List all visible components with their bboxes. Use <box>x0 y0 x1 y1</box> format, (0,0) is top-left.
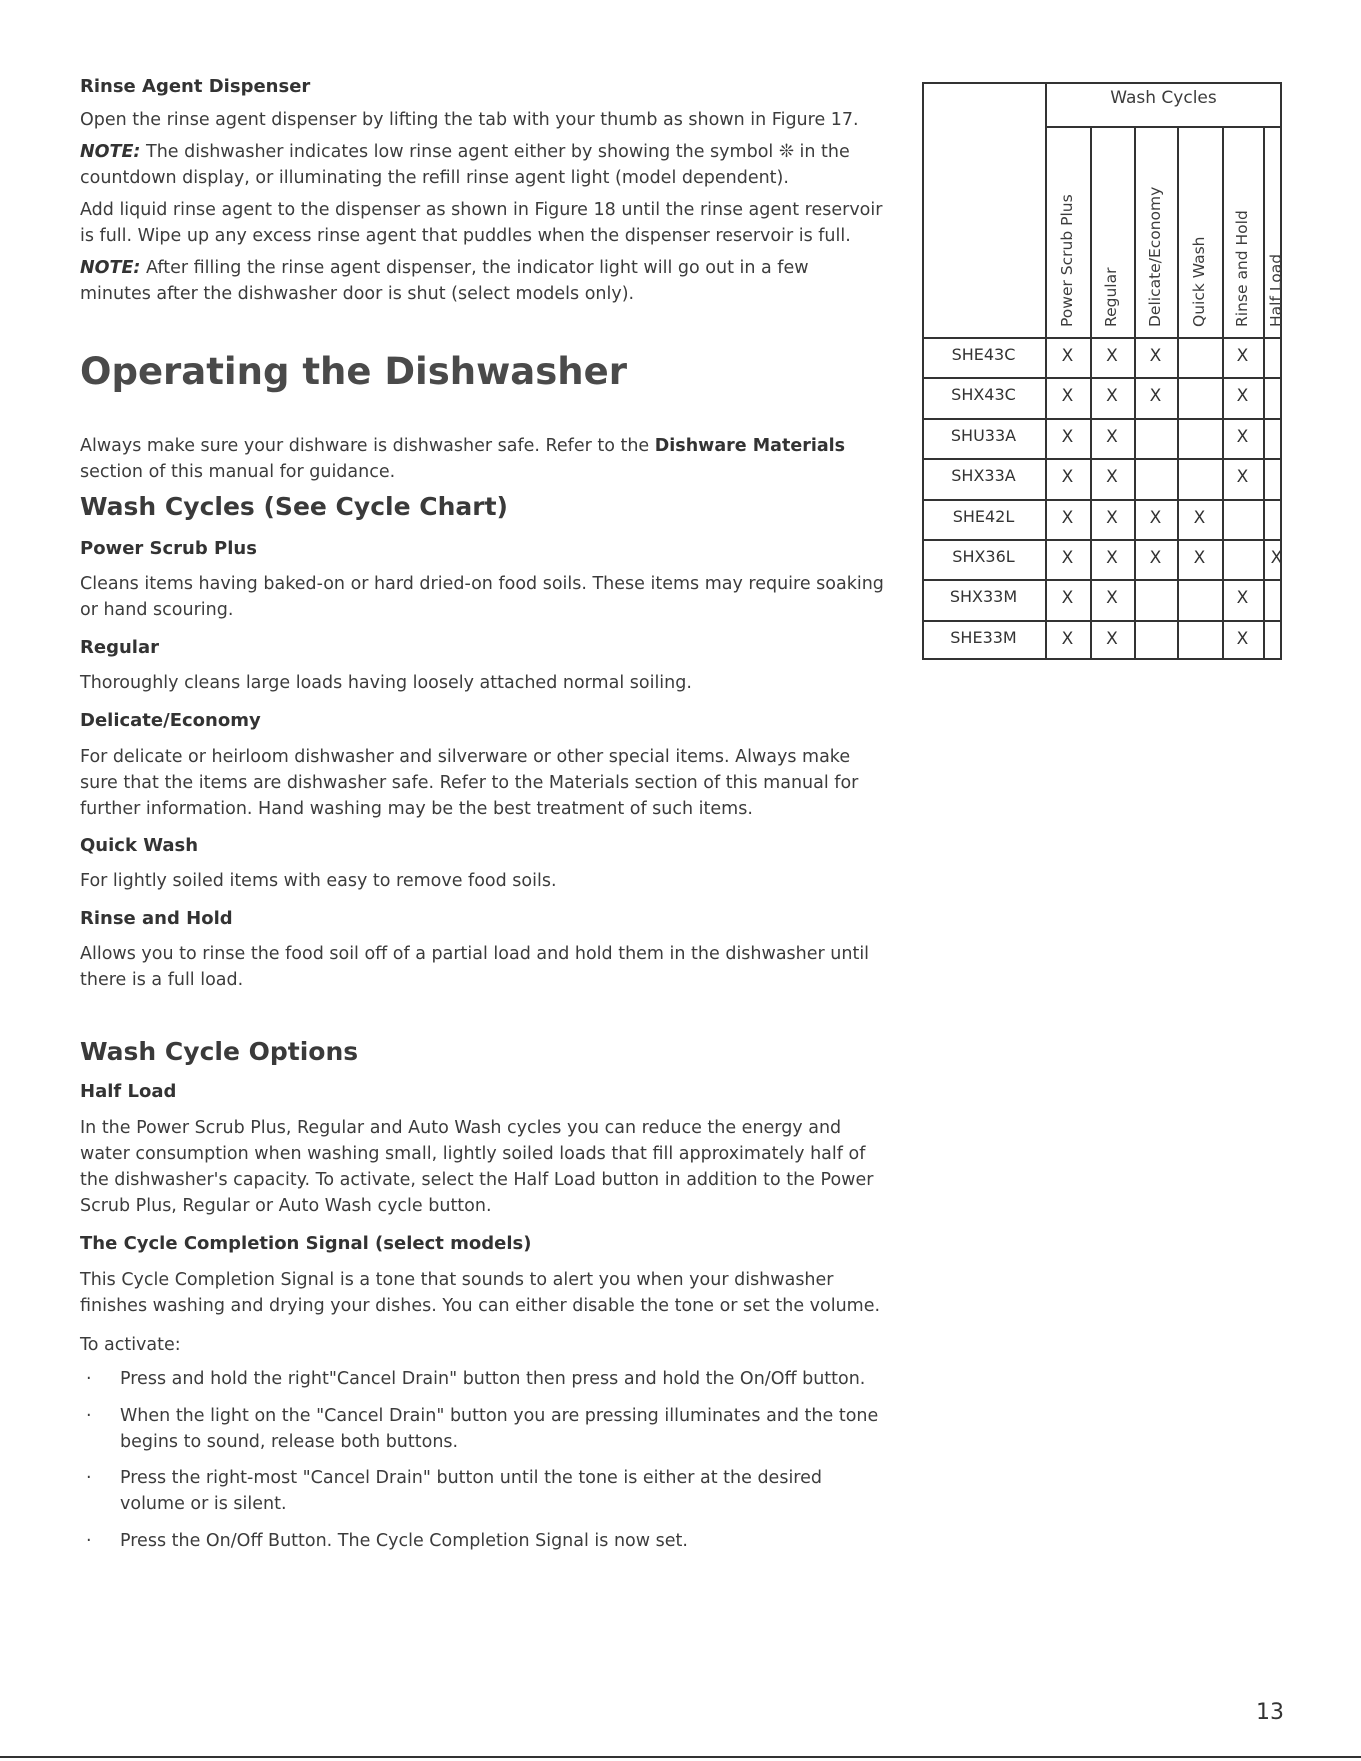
text-line: the dishwasher's capacity. To activate, select the Half Load button in addition to the Power <box>80 1170 874 1190</box>
table-row-rule <box>922 458 1282 460</box>
text-line: finishes washing and drying your dishes. You can either disable the tone or set the volume. <box>80 1296 881 1316</box>
text-line: begins to sound, release both buttons. <box>120 1432 459 1452</box>
text-line <box>80 433 845 459</box>
table-cell-mark: X <box>1061 386 1074 407</box>
text-line: · Press the right-most "Cancel Drain" button until the tone is either at the desired <box>120 1468 822 1488</box>
table-cell-mark: X <box>1236 346 1249 366</box>
table-cell-mark: X <box>1106 507 1118 528</box>
signal-text <box>80 1267 880 1319</box>
table-cell-mark: X <box>1106 588 1118 609</box>
text-line <box>80 255 809 281</box>
rinse-paragraph-2 <box>80 197 882 249</box>
table-column-header: Regular <box>1102 267 1120 327</box>
power-scrub-title: Power Scrub Plus <box>80 538 257 559</box>
table-column-header: Rinse and Hold <box>1232 210 1251 327</box>
text-line: volume or is silent. <box>120 1494 287 1514</box>
rinse-agent-symbol-icon: ❊ <box>778 141 794 162</box>
text-line: For delicate or heirloom dishwasher and silverware or other special items. Always make <box>80 747 851 767</box>
intro-text: Always make sure your dishware is dishwasher safe. Refer to the <box>80 436 650 456</box>
bottom-rule <box>0 1756 1361 1758</box>
delicate-title: Delicate/Economy <box>80 710 261 731</box>
table-border <box>922 658 1282 660</box>
table-cell-mark: X <box>1236 628 1249 649</box>
text-line: In the Power Scrub Plus, Regular and Auto Wash cycles you can reduce the energy and <box>80 1118 842 1138</box>
text-line: For lightly soiled items with easy to remove food soils. <box>80 871 557 891</box>
quick-wash-text <box>80 868 557 894</box>
table-cell-mark: X <box>1149 346 1162 366</box>
table-cell-mark: X <box>1061 507 1074 528</box>
table-column-rule <box>1045 82 1047 660</box>
table-cell-mark: X <box>1106 426 1118 447</box>
page-number: 13 <box>1256 1700 1284 1725</box>
half-load-text <box>80 1115 873 1219</box>
rinse-hold-title: Rinse and Hold <box>80 908 233 929</box>
table-cell-mark: X <box>1193 507 1206 528</box>
table-cell-mark: X <box>1149 507 1162 528</box>
table-cell-mark: X <box>1106 467 1118 488</box>
wash-cycles-heading: Wash Cycles (See Cycle Chart) <box>80 492 508 521</box>
table-cell-mark: X <box>1061 467 1074 488</box>
table-cell-mark: X <box>1061 548 1074 568</box>
table-row-rule <box>922 539 1282 541</box>
text-line: Scrub Plus, Regular or Auto Wash cycle button. <box>80 1196 492 1216</box>
table-cell-mark: X <box>1061 346 1074 366</box>
table-cell-mark: X <box>1106 386 1118 407</box>
text-line: water consumption when washing small, lightly soiled loads that fill approximately half of <box>80 1144 866 1164</box>
rinse-note-2 <box>80 255 809 307</box>
bullet-item <box>86 1366 865 1392</box>
text-line: · Press and hold the right"Cancel Drain" button then press and hold the On/Off button. <box>120 1369 866 1389</box>
text-line: Thoroughly cleans large loads having loosely attached normal soiling. <box>80 673 692 693</box>
table-column-header: Delicate/Economy <box>1145 186 1164 327</box>
half-load-title: Half Load <box>80 1081 177 1102</box>
bullet-item <box>86 1465 822 1517</box>
regular-title: Regular <box>80 637 159 658</box>
text-line: sure that the items are dishwasher safe. Refer to the Materials section of this manual for <box>80 773 859 793</box>
table-cell-mark: X <box>1061 628 1074 649</box>
table-column-header: Quick Wash <box>1189 236 1208 327</box>
table-header-rule <box>922 337 1282 339</box>
table-cell-mark: X <box>1061 588 1074 609</box>
operating-intro <box>80 433 845 485</box>
table-cell-mark: X <box>1236 467 1249 488</box>
delicate-text <box>80 744 858 822</box>
text-line: countdown display, or illuminating the refill rinse agent light (model dependent). <box>80 168 789 188</box>
table-cell-mark: X <box>1106 346 1118 366</box>
regular-text <box>80 670 692 696</box>
signal-title: The Cycle Completion Signal (select models) <box>80 1233 532 1254</box>
wash-cycle-chart <box>922 82 1285 660</box>
text-line: Open the rinse agent dispenser by lifting the tab with your thumb as shown in Figure 17. <box>80 110 859 130</box>
table-column-header: Power Scrub Plus <box>1057 194 1076 327</box>
wash-cycle-options-heading: Wash Cycle Options <box>80 1037 359 1066</box>
table-row-rule <box>922 620 1282 622</box>
table-row-model: SHE33M <box>950 627 1017 647</box>
table-column-header: Half Load <box>1266 253 1285 327</box>
table-cell-mark: X <box>1061 426 1074 447</box>
table-cell-mark: X <box>1106 628 1118 649</box>
table-row-rule <box>922 499 1282 501</box>
table-row-rule <box>922 579 1282 581</box>
table-cell-mark: X <box>1236 386 1249 407</box>
text-line: This Cycle Completion Signal is a tone that sounds to alert you when your dishwasher <box>80 1270 834 1290</box>
note-label: NOTE: <box>80 142 141 162</box>
text-line: there is a full load. <box>80 970 244 990</box>
text-line: · Press the On/Off Button. The Cycle Completion Signal is now set. <box>120 1531 688 1551</box>
power-scrub-text <box>80 571 884 623</box>
note-text: The dishwasher indicates low rinse agent either by showing the symbol <box>146 142 774 162</box>
table-row-model: SHX33A <box>951 466 1016 486</box>
text-line: Cleans items having baked-on or hard dried-on food soils. These items may require soaking <box>80 574 884 594</box>
table-cell-mark: X <box>1106 548 1118 568</box>
table-row-model: SHX33M <box>949 587 1018 607</box>
note-label: NOTE: <box>80 258 141 278</box>
table-row-model: SHX43C <box>951 385 1016 405</box>
text-line <box>80 139 850 165</box>
rinse-hold-text <box>80 941 869 993</box>
table-row-rule <box>922 377 1282 379</box>
note-text: in the <box>799 142 850 162</box>
text-line: is full. Wipe up any excess rinse agent that puddles when the dispenser reservoir is full. <box>80 226 851 246</box>
bullet-item <box>86 1528 688 1554</box>
table-row-model: SHE43C <box>951 345 1016 364</box>
note-text: After filling the rinse agent dispenser, the indicator light will go out in a few <box>146 258 809 278</box>
table-cell-mark: X <box>1236 588 1249 609</box>
text-line: minutes after the dishwasher door is shut (select models only). <box>80 284 635 304</box>
quick-wash-title: Quick Wash <box>80 835 199 856</box>
table-title: Wash Cycles <box>1110 88 1217 108</box>
to-activate-label <box>80 1332 181 1358</box>
text-line: · When the light on the "Cancel Drain" button you are pressing illuminates and the tone <box>120 1406 879 1426</box>
text-line: or hand scouring. <box>80 600 234 620</box>
table-row-model: SHU33A <box>950 425 1017 445</box>
table-cell-mark: X <box>1149 548 1162 568</box>
text-line: Add liquid rinse agent to the dispenser as shown in Figure 18 until the rinse agent reservoir <box>80 200 883 220</box>
text-line: To activate: <box>80 1335 181 1355</box>
table-border <box>922 82 1282 84</box>
table-cell-mark: X <box>1193 548 1206 568</box>
text-line: further information. Hand washing may be the best treatment of such items. <box>80 799 753 819</box>
bullet-item <box>86 1403 878 1455</box>
table-title-rule <box>1045 126 1282 128</box>
rinse-note-1 <box>80 139 850 191</box>
table-cell-mark: X <box>1149 386 1162 407</box>
table-row-rule <box>922 418 1282 420</box>
rinse-agent-heading: Rinse Agent Dispenser <box>80 76 311 97</box>
table-border <box>1280 82 1282 660</box>
table-cell-mark: X <box>1270 548 1283 568</box>
table-cell-mark: X <box>1236 426 1249 447</box>
table-row-model: SHX36L <box>952 547 1015 566</box>
page-title: Operating the Dishwasher <box>80 350 627 393</box>
dishware-materials-reference: Dishware Materials <box>654 436 846 456</box>
text-line: Allows you to rinse the food soil off of a partial load and hold them in the dishwasher until <box>80 944 870 964</box>
table-border <box>922 82 924 660</box>
text-line: section of this manual for guidance. <box>80 462 396 482</box>
table-row-model: SHE42L <box>952 506 1015 526</box>
rinse-paragraph-1 <box>80 107 859 133</box>
